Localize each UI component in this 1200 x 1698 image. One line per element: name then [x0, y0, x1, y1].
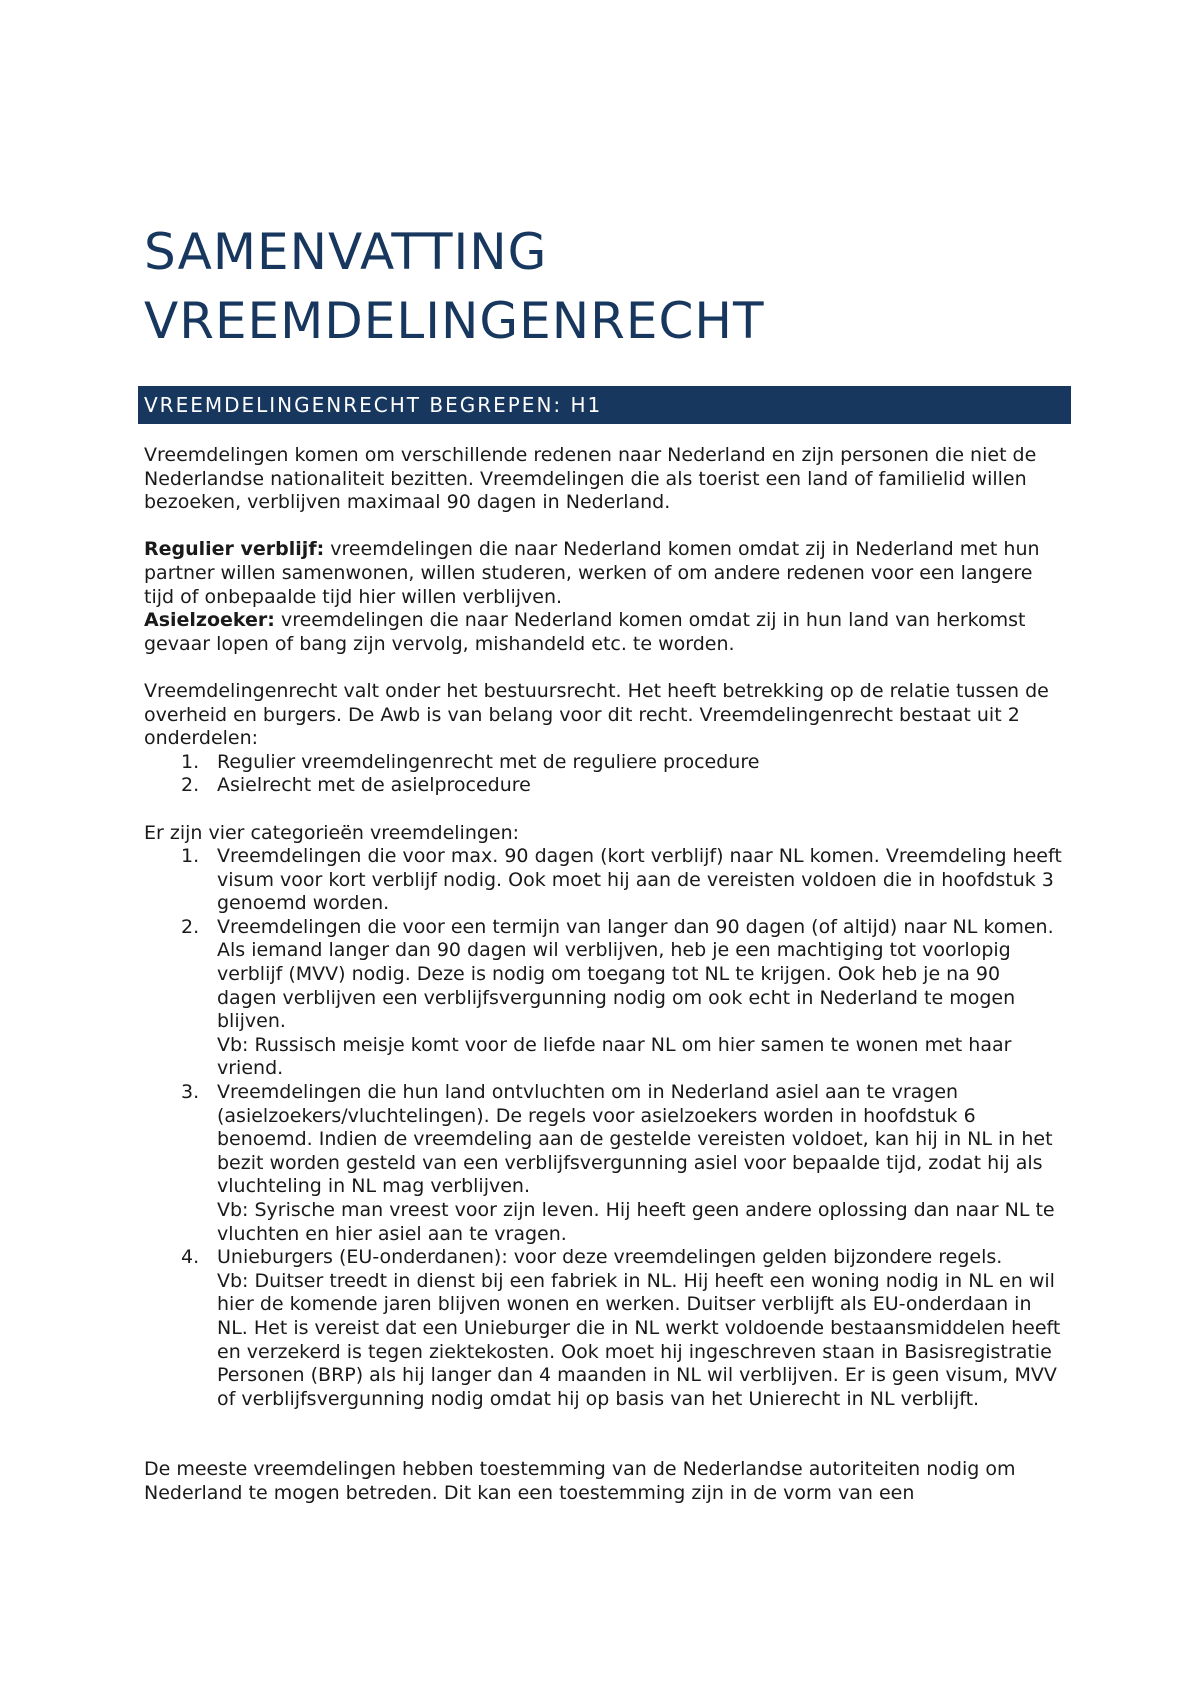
definition-regulier-text: vreemdelingen die naar Nederland komen omdat zij in Nederland met hun partner willen samenwonen, willen studeren, werken of om andere redenen voor een langere tijd of onbepaalde tijd hier willen verblijven.: [144, 538, 1040, 608]
section-heading: VREEMDELINGENRECHT BEGREPEN: H1: [138, 386, 1071, 424]
law-list: [144, 751, 1062, 798]
list-item: [144, 1081, 1062, 1246]
list-item-example: Vb: Russisch meisje komt voor de liefde naar NL om hier samen te wonen met haar vriend.: [217, 1033, 1012, 1080]
title-line-2: VREEMDELINGENRECHT: [144, 292, 765, 350]
definition-asiel: [144, 609, 1062, 656]
list-item-text: Vreemdelingen die voor max. 90 dagen (kort verblijf) naar NL komen. Vreemdeling heeft visum voor kort verblijf nodig. Ook moet hij aan de vereisten voldoen die in hoofdstuk 3 genoemd worden.: [217, 845, 1062, 915]
document-body: [144, 444, 1062, 1506]
title-line-1: SAMENVATTING: [144, 223, 548, 281]
list-number: 4.: [181, 1246, 200, 1269]
list-item-text: Regulier vreemdelingenrecht met de reguliere procedure: [217, 750, 760, 773]
list-item-text: Asielrecht met de asielprocedure: [217, 774, 531, 797]
term-asiel: Asielzoeker:: [144, 609, 275, 632]
list-item: [144, 774, 1062, 798]
list-item-text: Vreemdelingen die hun land ontvluchten om in Nederland asiel aan te vragen (asielzoekers/vluchtelingen). De regels voor asielzoekers worden in hoofdstuk 6 benoemd. Indien de vreemdeling aan de gestelde vereisten voldoet, kan hij in NL in het bezit worden gesteld van een verblijfsvergunning asiel voor bepaalde tijd, zodat hij als vluchteling in NL mag verblijven.: [217, 1081, 1053, 1198]
list-item-example: Vb: Syrische man vreest voor zijn leven. Hij heeft geen andere oplossing dan naar NL te vluchten en hier asiel aan te vragen.: [217, 1199, 1055, 1245]
list-number: 1.: [181, 845, 200, 868]
law-paragraph: Vreemdelingenrecht valt onder het bestuursrecht. Het heeft betrekking op de relatie tussen de overheid en burgers. De Awb is van belang voor dit recht. Vreemdelingenrecht bestaat uit 2 onderdelen:: [144, 679, 1049, 750]
list-number: 3.: [181, 1081, 200, 1104]
list-item: [144, 916, 1062, 1081]
categories-intro: Er zijn vier categorieën vreemdelingen:: [144, 821, 520, 844]
list-item-text: Vreemdelingen die voor een termijn van langer dan 90 dagen (of altijd) naar NL komen. Als iemand langer dan 90 dagen wil verblijven, heb je een machtiging tot voorlopig verblijf (MVV) nodig. Deze is nodig om toegang tot NL te krijgen. Ook heb je na 90 dagen verblijven een verblijfsvergunning nodig om ook echt in Nederland te mogen blijven.: [217, 915, 1054, 1033]
list-number: 2.: [181, 915, 200, 938]
closing-paragraph: De meeste vreemdelingen hebben toestemming van de Nederlandse autoriteiten nodig om Nederland te mogen betreden. Dit kan een toestemming zijn in de vorm van een: [144, 1458, 1016, 1504]
list-item-example: Vb: Duitser treedt in dienst bij een fabriek in NL. Hij heeft een woning nodig in NL en wil hier de komende jaren blijven wonen en werken. Duitser verblijft als EU-onderdaan in NL. Het is vereist dat een Unieburger die in NL werkt voldoende bestaansmiddelen heeft en verzekerd is tegen ziektekosten. Ook moet hij ingeschreven staan in Basisregistratie Personen (BRP) als hij langer dan 4 maanden in NL wil verblijven. Er is geen visum, MVV of verblijfsvergunning nodig omdat hij op basis van het Unierecht in NL verblijft.: [217, 1269, 1061, 1410]
document-page: [144, 218, 1062, 1506]
intro-paragraph: Vreemdelingen komen om verschillende redenen naar Nederland en zijn personen die niet de Nederlandse nationaliteit bezitten. Vreemdelingen die als toerist een land of familielid willen bezoeken, verblijven maximaal 90 dagen in Nederland.: [144, 444, 1037, 514]
term-regulier: Regulier verblijf:: [144, 538, 325, 561]
document-title: [144, 218, 1062, 356]
list-number: 2.: [181, 774, 200, 797]
list-item: [144, 1246, 1062, 1411]
list-number: 1.: [181, 750, 200, 773]
list-item-text: Unieburgers (EU-onderdanen): voor deze vreemdelingen gelden bijzondere regels.: [217, 1246, 1003, 1269]
list-item: [144, 751, 1062, 775]
categories-list: [144, 845, 1062, 1411]
definition-asiel-text: vreemdelingen die naar Nederland komen omdat zij in hun land van herkomst gevaar lopen of bang zijn vervolg, mishandeld etc. te worden.: [144, 609, 1026, 655]
definition-regulier: [144, 538, 1062, 609]
list-item: [144, 845, 1062, 916]
